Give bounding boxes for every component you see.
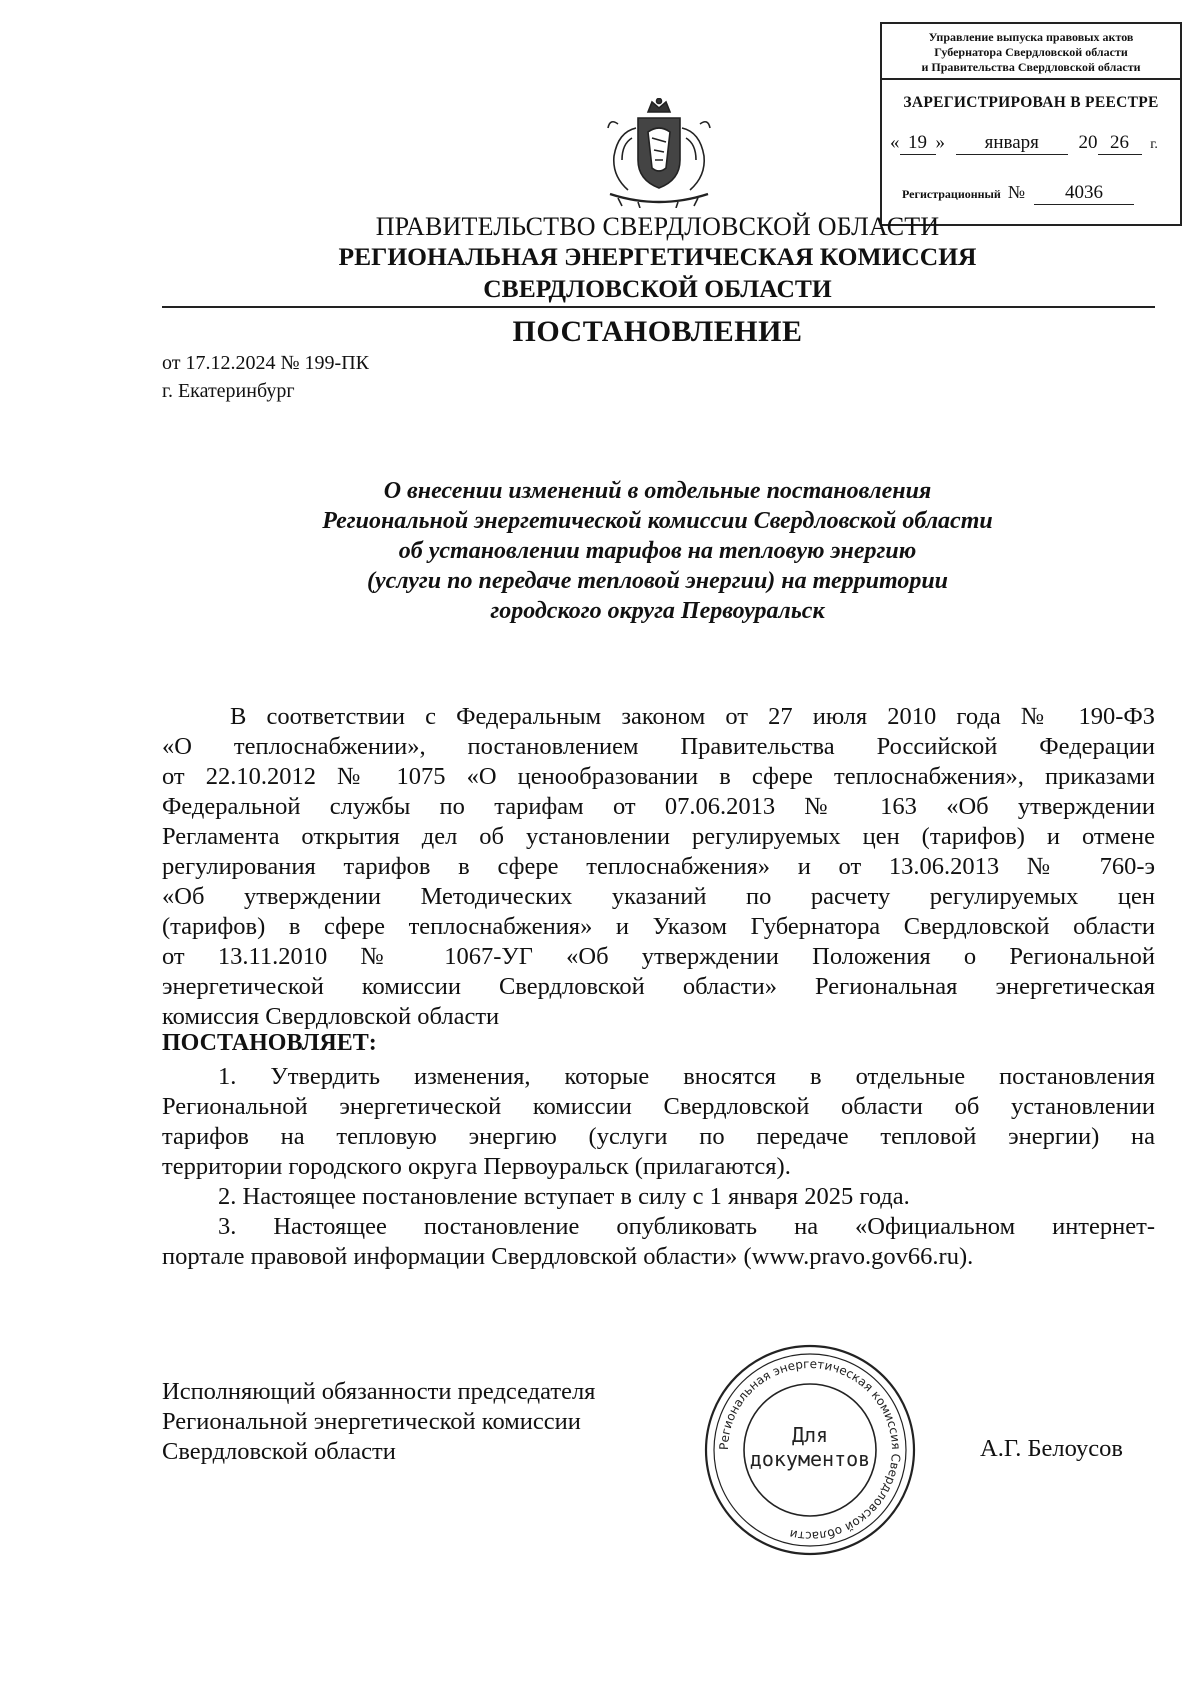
subject-line: городского округа Первоуральск (490, 598, 825, 624)
registration-year-prefix: 20 (1078, 132, 1098, 153)
item-line: 3. Настоящее постановление опубликовать на «Официальном интернет- (218, 1213, 1155, 1240)
document-reference: от 17.12.2024 № 199-ПК (162, 352, 370, 374)
item-line: Региональной энергетической комиссии Свердловской области об установлении (162, 1093, 1155, 1120)
registration-authority-line: Губернатора Свердловской области (934, 45, 1128, 59)
signer-position-line: Свердловской области (162, 1438, 396, 1465)
preamble-line: Регламента открытия дел об установлении регулируемых цен (тарифов) и отмене (162, 823, 1155, 850)
item-line: территории городского округа Первоуральск (прилагаются). (162, 1153, 791, 1180)
preamble-line: В соответствии с Федеральным законом от 27 июля 2010 года № 190-ФЗ (230, 703, 1155, 730)
subject-line: (услуги по передаче тепловой энергии) на территории (366, 568, 949, 594)
seal-center-line1: Для (791, 1423, 829, 1447)
registration-month: января (956, 132, 1068, 155)
registration-number-label: Регистрационный (902, 187, 1001, 201)
item-line: 1. Утвердить изменения, которые вносятся в отдельные постановления (218, 1063, 1155, 1090)
preamble-line: регулирования тарифов в сфере теплоснабжения» и от 13.06.2013 № 760-э (162, 853, 1155, 880)
item-line: портале правовой информации Свердловской области» (www.pravo.gov66.ru). (162, 1243, 974, 1270)
number-sign: № (1007, 182, 1026, 202)
registration-day: 19 (900, 132, 936, 155)
preamble-line: Федеральной службы по тарифам от 07.06.2013 № 163 «Об утверждении (162, 793, 1155, 820)
registration-authority (882, 24, 1180, 80)
registration-number: 4036 (1034, 182, 1134, 205)
preamble-line: комиссия Свердловской области (162, 1003, 500, 1030)
item-line: тарифов на тепловую энергию (услуги по передаче тепловой энергии) на (162, 1123, 1155, 1150)
subject-line: О внесении изменений в отдельные постановления (383, 478, 932, 504)
document-type: ПОСТАНОВЛЕНИЕ (512, 315, 803, 348)
preamble-line: от 22.10.2012 № 1075 «О ценообразовании в сфере теплоснабжения», приказами (162, 763, 1155, 790)
registered-label: ЗАРЕГИСТРИРОВАН В РЕЕСТРЕ (903, 94, 1159, 111)
registration-authority-line: и Правительства Свердловской области (921, 60, 1141, 74)
signer-position-line: Исполняющий обязанности председателя (162, 1378, 596, 1405)
preamble-line: «О теплоснабжении», постановлением Правительства Российской Федерации (162, 733, 1155, 760)
registration-stamp-box (880, 22, 1182, 226)
coat-of-arms-icon (588, 98, 730, 208)
item-line: 2. Настоящее постановление вступает в силу с 1 января 2025 года. (218, 1183, 910, 1210)
registration-year-suffix: 26 (1098, 132, 1142, 155)
official-seal (700, 1340, 920, 1560)
preamble-line: от 13.11.2010 № 1067-УГ «Об утверждении Положения о Региональной (162, 943, 1155, 970)
preamble-line: энергетической комиссии Свердловской области» Региональная энергетическая (162, 973, 1155, 1000)
resolves-heading: ПОСТАНОВЛЯЕТ: (162, 1030, 377, 1056)
subject-line: об установлении тарифов на тепловую энергию (398, 538, 917, 564)
registration-number-row (902, 182, 1134, 205)
commission-title-line2: СВЕРДЛОВСКОЙ ОБЛАСТИ (483, 274, 832, 303)
document-city: г. Екатеринбург (162, 380, 295, 402)
signer-name: А.Г. Белоусов (980, 1435, 1123, 1462)
subject-line: Региональной энергетической комиссии Свердловской области (322, 508, 993, 534)
quote-close: » (935, 132, 945, 153)
quote-open: « (890, 132, 900, 153)
header-divider (162, 306, 1155, 308)
government-title: ПРАВИТЕЛЬСТВО СВЕРДЛОВСКОЙ ОБЛАСТИ (375, 212, 940, 241)
commission-title-line1: РЕГИОНАЛЬНАЯ ЭНЕРГЕТИЧЕСКАЯ КОМИССИЯ (338, 242, 977, 271)
seal-ring-text: Региональная энергетическая комиссия Свердловской области (716, 1356, 904, 1544)
seal-center-line2: документов (749, 1447, 871, 1471)
registration-authority-line: Управление выпуска правовых актов (928, 30, 1134, 44)
registration-year-unit: г. (1150, 137, 1158, 152)
registration-date (890, 132, 1176, 155)
signer-position-line: Региональной энергетической комиссии (162, 1408, 581, 1435)
preamble-line: (тарифов) в сфере теплоснабжения» и Указом Губернатора Свердловской области (162, 913, 1155, 940)
preamble-line: «Об утверждении Методических указаний по расчету регулируемых цен (162, 883, 1155, 910)
